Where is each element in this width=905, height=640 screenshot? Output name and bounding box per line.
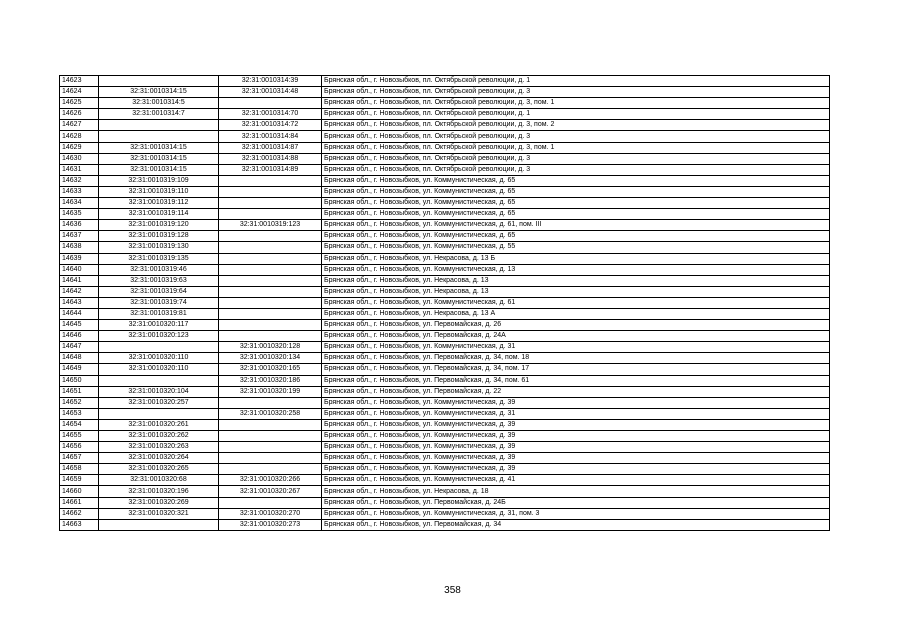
table-row [60, 375, 830, 386]
row-index-cell: 14631 [60, 164, 99, 175]
row-index-cell: 14646 [60, 331, 99, 342]
parcel-number-cell: 32:31:0010319:120 [99, 220, 219, 231]
building-number-cell: 32:31:0010314:84 [219, 131, 322, 142]
table-row [60, 508, 830, 519]
table-row [60, 142, 830, 153]
building-number-cell: 32:31:0010314:87 [219, 142, 322, 153]
address-cell: Брянская обл., г. Новозыбков, ул. Коммунистическая, д. 31 [322, 342, 830, 353]
address-cell: Брянская обл., г. Новозыбков, ул. Коммунистическая, д. 55 [322, 242, 830, 253]
table-row [60, 486, 830, 497]
row-index-cell: 14641 [60, 275, 99, 286]
row-index-cell: 14628 [60, 131, 99, 142]
row-index-cell: 14643 [60, 297, 99, 308]
building-number-cell [219, 253, 322, 264]
address-cell: Брянская обл., г. Новозыбков, ул. Коммунистическая, д. 65 [322, 175, 830, 186]
address-cell: Брянская обл., г. Новозыбков, пл. Октябрьской революции, д. 3 [322, 131, 830, 142]
address-cell: Брянская обл., г. Новозыбков, ул. Первомайская, д. 34, пом. 17 [322, 364, 830, 375]
building-number-cell [219, 397, 322, 408]
row-index-cell: 14635 [60, 209, 99, 220]
parcel-number-cell: 32:31:0010320:257 [99, 397, 219, 408]
building-number-cell [219, 442, 322, 453]
building-number-cell: 32:31:0010314:88 [219, 153, 322, 164]
building-number-cell: 32:31:0010320:134 [219, 353, 322, 364]
parcel-number-cell: 32:31:0010314:15 [99, 87, 219, 98]
address-cell: Брянская обл., г. Новозыбков, ул. Коммунистическая, д. 13 [322, 264, 830, 275]
address-cell: Брянская обл., г. Новозыбков, ул. Первомайская, д. 24А [322, 331, 830, 342]
parcel-number-cell: 32:31:0010319:74 [99, 297, 219, 308]
table-row [60, 308, 830, 319]
building-number-cell: 32:31:0010319:123 [219, 220, 322, 231]
row-index-cell: 14645 [60, 320, 99, 331]
building-number-cell: 32:31:0010320:266 [219, 475, 322, 486]
row-index-cell: 14632 [60, 175, 99, 186]
building-number-cell: 32:31:0010314:89 [219, 164, 322, 175]
address-cell: Брянская обл., г. Новозыбков, пл. Октябрьской революции, д. 3, пом. 1 [322, 98, 830, 109]
parcel-number-cell: 32:31:0010320:261 [99, 419, 219, 430]
building-number-cell [219, 464, 322, 475]
row-index-cell: 14650 [60, 375, 99, 386]
building-number-cell [219, 320, 322, 331]
table-row [60, 386, 830, 397]
row-index-cell: 14658 [60, 464, 99, 475]
table-row [60, 275, 830, 286]
row-index-cell: 14656 [60, 442, 99, 453]
table-row [60, 419, 830, 430]
parcel-number-cell [99, 120, 219, 131]
row-index-cell: 14662 [60, 508, 99, 519]
table-row [60, 175, 830, 186]
address-cell: Брянская обл., г. Новозыбков, ул. Некрасова, д. 13 [322, 275, 830, 286]
row-index-cell: 14652 [60, 397, 99, 408]
building-number-cell [219, 497, 322, 508]
building-number-cell: 32:31:0010320:128 [219, 342, 322, 353]
table-row [60, 164, 830, 175]
address-cell: Брянская обл., г. Новозыбков, ул. Коммунистическая, д. 61 [322, 297, 830, 308]
parcel-number-cell: 32:31:0010319:128 [99, 231, 219, 242]
building-number-cell: 32:31:0010320:270 [219, 508, 322, 519]
address-cell: Брянская обл., г. Новозыбков, ул. Некрасова, д. 18 [322, 486, 830, 497]
table-row [60, 442, 830, 453]
parcel-number-cell: 32:31:0010320:68 [99, 475, 219, 486]
cadastral-table [59, 75, 830, 531]
parcel-number-cell [99, 408, 219, 419]
row-index-cell: 14623 [60, 76, 99, 87]
table-row [60, 464, 830, 475]
address-cell: Брянская обл., г. Новозыбков, пл. Октябрьской революции, д. 3, пом. 1 [322, 142, 830, 153]
parcel-number-cell [99, 342, 219, 353]
row-index-cell: 14624 [60, 87, 99, 98]
address-cell: Брянская обл., г. Новозыбков, пл. Октябрьской революции, д. 3, пом. 2 [322, 120, 830, 131]
row-index-cell: 14659 [60, 475, 99, 486]
parcel-number-cell: 32:31:0010320:321 [99, 508, 219, 519]
address-cell: Брянская обл., г. Новозыбков, ул. Коммунистическая, д. 31 [322, 408, 830, 419]
building-number-cell [219, 297, 322, 308]
parcel-number-cell [99, 375, 219, 386]
address-cell: Брянская обл., г. Новозыбков, ул. Коммунистическая, д. 39 [322, 453, 830, 464]
building-number-cell: 32:31:0010314:48 [219, 87, 322, 98]
row-index-cell: 14640 [60, 264, 99, 275]
table-row [60, 76, 830, 87]
building-number-cell: 32:31:0010314:39 [219, 76, 322, 87]
building-number-cell: 32:31:0010320:273 [219, 519, 322, 530]
address-cell: Брянская обл., г. Новозыбков, ул. Коммунистическая, д. 39 [322, 419, 830, 430]
building-number-cell [219, 209, 322, 220]
building-number-cell [219, 242, 322, 253]
row-index-cell: 14644 [60, 308, 99, 319]
building-number-cell: 32:31:0010320:267 [219, 486, 322, 497]
address-cell: Брянская обл., г. Новозыбков, ул. Коммунистическая, д. 61, пом. III [322, 220, 830, 231]
building-number-cell [219, 231, 322, 242]
table-row [60, 242, 830, 253]
row-index-cell: 14651 [60, 386, 99, 397]
parcel-number-cell: 32:31:0010320:265 [99, 464, 219, 475]
table-row [60, 98, 830, 109]
address-cell: Брянская обл., г. Новозыбков, ул. Первомайская, д. 24Б [322, 497, 830, 508]
row-index-cell: 14653 [60, 408, 99, 419]
table-row [60, 475, 830, 486]
building-number-cell [219, 98, 322, 109]
table-row [60, 364, 830, 375]
parcel-number-cell: 32:31:0010320:104 [99, 386, 219, 397]
row-index-cell: 14629 [60, 142, 99, 153]
building-number-cell [219, 431, 322, 442]
parcel-number-cell: 32:31:0010320:269 [99, 497, 219, 508]
address-cell: Брянская обл., г. Новозыбков, ул. Некрасова, д. 13 [322, 286, 830, 297]
building-number-cell: 32:31:0010320:165 [219, 364, 322, 375]
table-row [60, 497, 830, 508]
parcel-number-cell: 32:31:0010319:112 [99, 198, 219, 209]
address-cell: Брянская обл., г. Новозыбков, пл. Октябрьской революции, д. 1 [322, 109, 830, 120]
parcel-number-cell: 32:31:0010320:262 [99, 431, 219, 442]
table-row [60, 453, 830, 464]
table-row [60, 186, 830, 197]
parcel-number-cell: 32:31:0010319:81 [99, 308, 219, 319]
page-number: 358 [444, 585, 461, 596]
parcel-number-cell: 32:31:0010319:109 [99, 175, 219, 186]
parcel-number-cell: 32:31:0010320:196 [99, 486, 219, 497]
parcel-number-cell [99, 76, 219, 87]
row-index-cell: 14654 [60, 419, 99, 430]
table-row [60, 153, 830, 164]
parcel-number-cell: 32:31:0010319:63 [99, 275, 219, 286]
table-row [60, 87, 830, 98]
parcel-number-cell: 32:31:0010320:123 [99, 331, 219, 342]
parcel-number-cell: 32:31:0010314:15 [99, 142, 219, 153]
row-index-cell: 14647 [60, 342, 99, 353]
address-cell: Брянская обл., г. Новозыбков, ул. Некрасова, д. 13 А [322, 308, 830, 319]
parcel-number-cell: 32:31:0010320:110 [99, 353, 219, 364]
building-number-cell [219, 275, 322, 286]
parcel-number-cell: 32:31:0010314:15 [99, 153, 219, 164]
table-row [60, 198, 830, 209]
building-number-cell [219, 453, 322, 464]
table-row [60, 320, 830, 331]
building-number-cell: 32:31:0010320:186 [219, 375, 322, 386]
row-index-cell: 14633 [60, 186, 99, 197]
parcel-number-cell: 32:31:0010320:263 [99, 442, 219, 453]
building-number-cell [219, 175, 322, 186]
table-row [60, 253, 830, 264]
address-cell: Брянская обл., г. Новозыбков, ул. Первомайская, д. 22 [322, 386, 830, 397]
row-index-cell: 14660 [60, 486, 99, 497]
row-index-cell: 14663 [60, 519, 99, 530]
building-number-cell [219, 198, 322, 209]
address-cell: Брянская обл., г. Новозыбков, ул. Коммунистическая, д. 39 [322, 397, 830, 408]
parcel-number-cell: 32:31:0010314:5 [99, 98, 219, 109]
parcel-number-cell: 32:31:0010320:264 [99, 453, 219, 464]
row-index-cell: 14638 [60, 242, 99, 253]
parcel-number-cell: 32:31:0010319:114 [99, 209, 219, 220]
row-index-cell: 14636 [60, 220, 99, 231]
building-number-cell [219, 186, 322, 197]
address-cell: Брянская обл., г. Новозыбков, ул. Коммунистическая, д. 39 [322, 442, 830, 453]
table-row [60, 519, 830, 530]
address-cell: Брянская обл., г. Новозыбков, пл. Октябрьской революции, д. 3 [322, 164, 830, 175]
address-cell: Брянская обл., г. Новозыбков, ул. Коммунистическая, д. 31, пом. 3 [322, 508, 830, 519]
table-row [60, 397, 830, 408]
row-index-cell: 14649 [60, 364, 99, 375]
parcel-number-cell: 32:31:0010319:64 [99, 286, 219, 297]
address-cell: Брянская обл., г. Новозыбков, ул. Первомайская, д. 34, пом. 61 [322, 375, 830, 386]
building-number-cell: 32:31:0010314:72 [219, 120, 322, 131]
table-row [60, 431, 830, 442]
table-row [60, 408, 830, 419]
row-index-cell: 14657 [60, 453, 99, 464]
table-body [60, 76, 830, 531]
address-cell: Брянская обл., г. Новозыбков, пл. Октябрьской революции, д. 1 [322, 76, 830, 87]
table-row [60, 231, 830, 242]
row-index-cell: 14627 [60, 120, 99, 131]
table-row [60, 120, 830, 131]
row-index-cell: 14655 [60, 431, 99, 442]
parcel-number-cell: 32:31:0010319:110 [99, 186, 219, 197]
address-cell: Брянская обл., г. Новозыбков, ул. Первомайская, д. 34, пом. 18 [322, 353, 830, 364]
address-cell: Брянская обл., г. Новозыбков, ул. Коммунистическая, д. 65 [322, 186, 830, 197]
building-number-cell [219, 331, 322, 342]
parcel-number-cell: 32:31:0010319:130 [99, 242, 219, 253]
parcel-number-cell: 32:31:0010319:135 [99, 253, 219, 264]
parcel-number-cell: 32:31:0010319:46 [99, 264, 219, 275]
building-number-cell: 32:31:0010320:258 [219, 408, 322, 419]
row-index-cell: 14626 [60, 109, 99, 120]
table-row [60, 264, 830, 275]
table-row [60, 286, 830, 297]
address-cell: Брянская обл., г. Новозыбков, ул. Первомайская, д. 26 [322, 320, 830, 331]
address-cell: Брянская обл., г. Новозыбков, ул. Коммунистическая, д. 41 [322, 475, 830, 486]
address-cell: Брянская обл., г. Новозыбков, пл. Октябрьской революции, д. 3 [322, 153, 830, 164]
row-index-cell: 14634 [60, 198, 99, 209]
parcel-number-cell [99, 131, 219, 142]
parcel-number-cell: 32:31:0010320:117 [99, 320, 219, 331]
building-number-cell: 32:31:0010314:70 [219, 109, 322, 120]
address-cell: Брянская обл., г. Новозыбков, ул. Некрасова, д. 13 Б [322, 253, 830, 264]
parcel-number-cell: 32:31:0010314:15 [99, 164, 219, 175]
building-number-cell [219, 419, 322, 430]
row-index-cell: 14637 [60, 231, 99, 242]
address-cell: Брянская обл., г. Новозыбков, пл. Октябрьской революции, д. 3 [322, 87, 830, 98]
row-index-cell: 14630 [60, 153, 99, 164]
address-cell: Брянская обл., г. Новозыбков, ул. Первомайская, д. 34 [322, 519, 830, 530]
table-row [60, 331, 830, 342]
row-index-cell: 14625 [60, 98, 99, 109]
row-index-cell: 14639 [60, 253, 99, 264]
table-row [60, 109, 830, 120]
table-row [60, 297, 830, 308]
building-number-cell [219, 308, 322, 319]
address-cell: Брянская обл., г. Новозыбков, ул. Коммунистическая, д. 65 [322, 231, 830, 242]
table-row [60, 131, 830, 142]
row-index-cell: 14648 [60, 353, 99, 364]
building-number-cell [219, 264, 322, 275]
table-row [60, 353, 830, 364]
address-cell: Брянская обл., г. Новозыбков, ул. Коммунистическая, д. 39 [322, 464, 830, 475]
parcel-number-cell: 32:31:0010320:110 [99, 364, 219, 375]
address-cell: Брянская обл., г. Новозыбков, ул. Коммунистическая, д. 39 [322, 431, 830, 442]
parcel-number-cell [99, 519, 219, 530]
address-cell: Брянская обл., г. Новозыбков, ул. Коммунистическая, д. 65 [322, 209, 830, 220]
building-number-cell: 32:31:0010320:199 [219, 386, 322, 397]
row-index-cell: 14642 [60, 286, 99, 297]
parcel-number-cell: 32:31:0010314:7 [99, 109, 219, 120]
building-number-cell [219, 286, 322, 297]
address-cell: Брянская обл., г. Новозыбков, ул. Коммунистическая, д. 65 [322, 198, 830, 209]
table-row [60, 342, 830, 353]
row-index-cell: 14661 [60, 497, 99, 508]
table-row [60, 209, 830, 220]
table-row [60, 220, 830, 231]
